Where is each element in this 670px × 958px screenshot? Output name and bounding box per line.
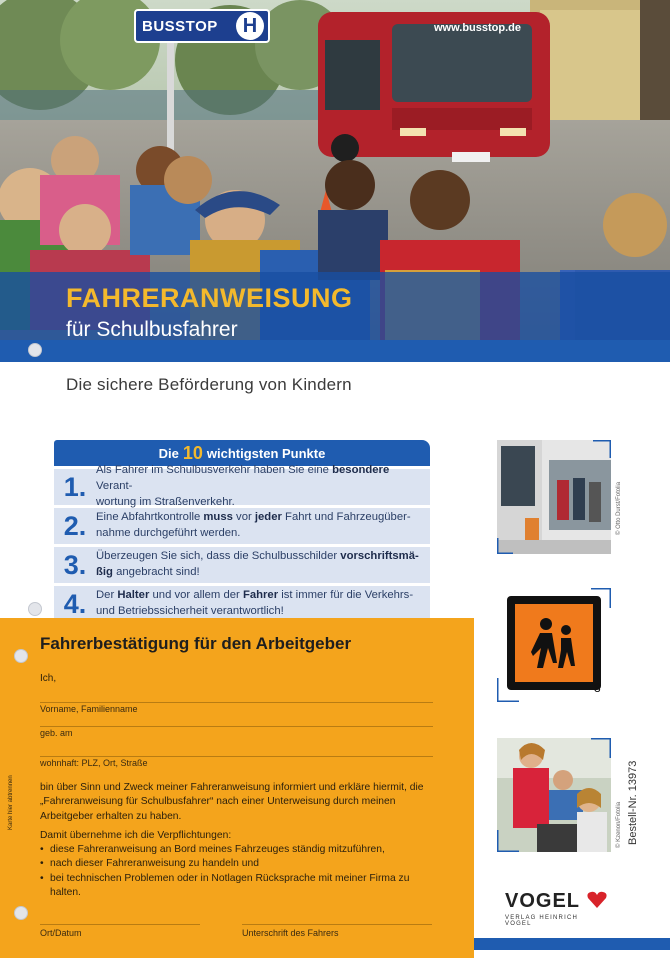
point-number: 4.	[63, 588, 87, 619]
name-line[interactable]	[40, 702, 433, 703]
credit-text-3: © Kzenon/Fotolia	[616, 801, 622, 848]
point-number: 3.	[63, 549, 87, 580]
school-sign-illustration	[497, 588, 611, 702]
thumb-driver-children	[497, 738, 611, 852]
point-number: 1.	[63, 471, 87, 502]
point-text: Überzeugen Sie sich, dass die Schulbusschilder vorschriftsmä- ßig angebracht sind!	[96, 550, 419, 578]
tear-off-note	[4, 742, 14, 832]
bus-url: www.busstop.de	[434, 22, 521, 34]
heart-icon	[587, 891, 607, 909]
punch-hole	[28, 602, 42, 616]
label-born: geb. am	[40, 728, 73, 738]
point-text: Als Fahrer im Schulbusverkehr haben Sie eine besondere Verant- wortung im Straßenverkehr.	[96, 464, 390, 508]
driver-confirmation-card	[0, 618, 474, 958]
label-name: Vorname, Familienname	[40, 704, 138, 714]
card-title: Fahrerbestätigung für den Arbeitgeber	[40, 634, 352, 653]
credit-text-1: © Otto Durst/Fotolia	[616, 481, 622, 535]
point-row	[54, 547, 430, 583]
busstop-sign	[134, 9, 270, 43]
bus-door-photo	[497, 440, 611, 554]
top-points-box	[54, 440, 430, 620]
point-row	[54, 508, 430, 544]
obligations-intro: Damit übernehme ich die Verpflichtungen:	[40, 830, 232, 841]
points-head-after: wichtigsten Punkte	[206, 445, 326, 461]
punch-hole	[28, 343, 42, 357]
label-place-date: Ort/Datum	[40, 928, 82, 938]
obligations-list	[40, 843, 440, 901]
busstop-h-icon: H	[236, 12, 264, 40]
order-number: Bestell-Nr. 13973	[627, 760, 639, 845]
driver-children-photo	[497, 738, 611, 852]
logo-word: VOGEL	[505, 890, 581, 912]
tagline: Die sichere Beförderung von Kindern	[66, 375, 352, 394]
top-points-header	[54, 440, 430, 466]
label-address: wohnhaft: PLZ, Ort, Straße	[40, 758, 148, 768]
brochure-subtitle: für Schulbusfahrer	[66, 318, 238, 341]
list-item: • nach dieser Fahreranweisung zu handeln und	[40, 857, 440, 871]
logo-tagline: VERLAG HEINRICH VOGEL	[505, 915, 579, 927]
thumb-bus-door	[497, 440, 611, 554]
sign-number: 3	[594, 681, 601, 695]
point-text: Der Halter und vor allem der Fahrer ist immer für die Verkehrs- und Betriebssicherheit verantwortlich!	[96, 589, 414, 617]
points-head-number: 10	[182, 442, 203, 463]
thumb-school-sign	[497, 588, 611, 702]
list-item: • bei technischen Problemen oder in Notlagen Rücksprache mit meiner Firma zu halten.	[40, 872, 440, 901]
point-number: 2.	[63, 510, 87, 541]
birthdate-line[interactable]	[40, 726, 433, 727]
punch-hole	[14, 906, 28, 920]
hero-photo	[0, 0, 670, 362]
point-row	[54, 464, 430, 508]
address-line[interactable]	[40, 756, 433, 757]
punch-hole	[14, 649, 28, 663]
point-text: Eine Abfahrtkontrolle muss vor jeder Fahrt und Fahrzeugüber- nahme durchgeführt werden.	[96, 511, 411, 539]
point-row	[54, 586, 430, 622]
card-ich: Ich,	[40, 673, 57, 684]
label-signature: Unterschrift des Fahrers	[242, 928, 339, 938]
points-head-before: Die	[158, 445, 179, 461]
vogel-logo	[505, 890, 605, 927]
signature-line[interactable]	[242, 924, 432, 925]
busstop-sign-text: BUSSTOP	[142, 17, 218, 35]
title-band-strip	[0, 340, 670, 362]
brochure-title: FAHRERANWEISUNG	[66, 283, 353, 313]
list-item: • diese Fahreranweisung an Bord meines Fahrzeuges ständig mitzuführen,	[40, 843, 440, 857]
tear-off-text: Karte hier abtrennen	[8, 775, 14, 830]
card-paragraph: bin über Sinn und Zweck meiner Fahreranweisung informiert und erkläre hiermit, die „Fahreranweisung für Schulbusfahrer“ nach einer Unterweisung durch meinen Arbeitgeber erhalten zu haben.	[40, 782, 424, 822]
bottom-strip	[474, 938, 670, 950]
place-date-line[interactable]	[40, 924, 200, 925]
